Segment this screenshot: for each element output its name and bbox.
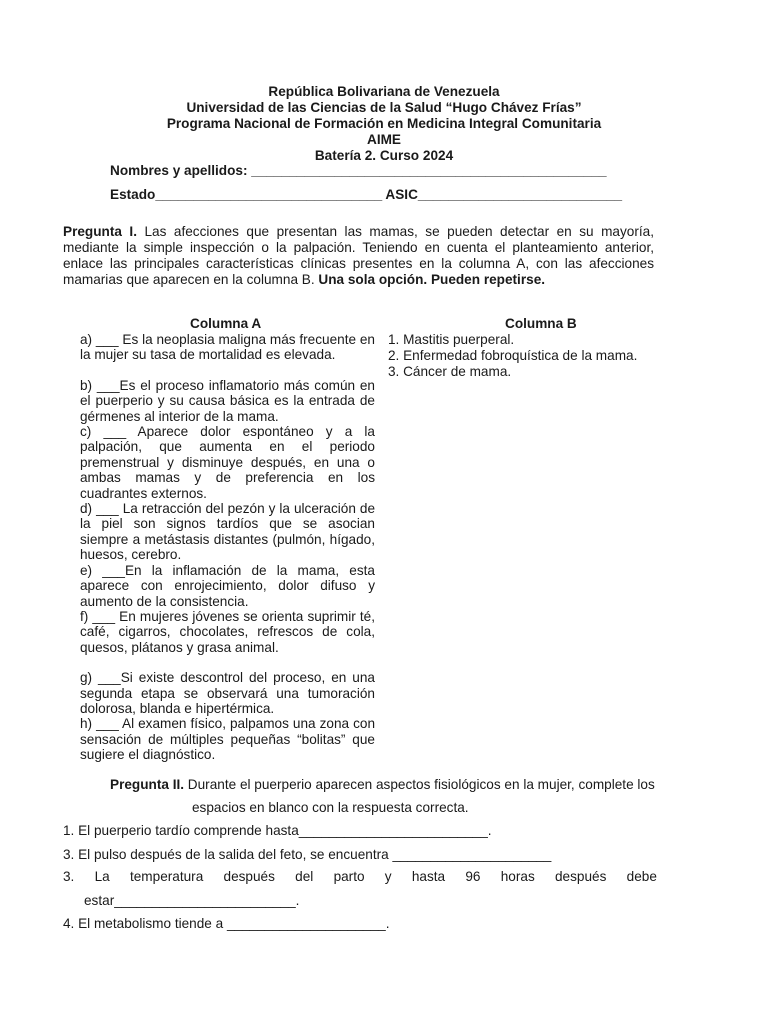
estado-label: Estado — [110, 187, 156, 202]
column-b — [388, 332, 688, 380]
column-a-item-g: g) ___Si existe descontrol del proceso, en una segunda etapa se observará una tumoración dolorosa, blanda e hipertérmica. — [80, 670, 375, 716]
question-2-statement — [110, 777, 704, 793]
estado-blank[interactable]: ______________________________ — [155, 187, 383, 202]
column-a-item-c: c) ___ Aparece dolor espontáneo y a la palpación, que aumenta en el periodo premenstrual y disminuye después, en una o ambas mamas y de preferencia en los cuadrantes externos. — [80, 424, 375, 501]
question-2-text-line2: espacios en blanco con la respuesta correcta. — [192, 800, 469, 815]
asic-blank[interactable]: ___________________________ — [417, 187, 623, 202]
document-header — [0, 84, 768, 164]
item-3-word: después — [223, 869, 275, 884]
header-battery: Batería 2. Curso 2024 — [314, 148, 454, 163]
item-3-word: 96 — [465, 869, 481, 884]
header-program: Programa Nacional de Formación en Medicina Integral Comunitaria — [166, 116, 602, 131]
column-a-item-a: a) ___ Es la neoplasia maligna más frecuente en la mujer su tasa de mortalidad es elevada. — [80, 332, 375, 363]
question-1-emphasis: Una sola opción. Pueden repetirse. — [318, 272, 546, 287]
column-b-title: Columna B — [505, 316, 577, 331]
item-3-word: temperatura — [129, 869, 204, 884]
column-a-item-f: f) ___ En mujeres jóvenes se orienta suprimir té, café, cigarros, chocolates, refrescos de cola, quesos, plátanos y grasa animal. — [80, 608, 375, 655]
name-label: Nombres y apellidos: — [110, 163, 248, 178]
question-1-statement — [63, 224, 654, 288]
column-a-item-h: h) ___ Al examen físico, palpamos una zona con sensación de múltiples pequeñas “bolitas” que sugiere el diagnóstico. — [80, 716, 375, 763]
name-blank[interactable]: _______________________________________________ — [251, 163, 607, 178]
name-line — [110, 163, 607, 178]
question-2-item-1[interactable]: 1. El puerperio tardío comprende hasta_________________________. — [63, 823, 492, 838]
item-3-word: horas — [500, 869, 535, 884]
item-3-word: parto — [333, 869, 365, 884]
column-a-title: Columna A — [190, 316, 262, 331]
column-a — [80, 332, 375, 763]
item-3-word: del — [295, 869, 314, 884]
header-country: República Bolivariana de Venezuela — [268, 84, 500, 99]
question-2-item-4[interactable]: 4. El metabolismo tiende a _____________________. — [63, 916, 390, 931]
estado-asic-line — [110, 187, 622, 202]
header-course-code: AIME — [367, 132, 401, 147]
item-3-word: debe — [626, 869, 657, 884]
item-3-word: y — [384, 869, 392, 884]
column-b-item-2: 2. Enfermedad fobroquística de la mama. — [388, 348, 638, 363]
header-university: Universidad de las Ciencias de la Salud “Hugo Chávez Frías” — [186, 100, 582, 115]
question-1-text: Las afecciones que presentan las mamas, se pueden detectar en su mayoría, mediante la simple inspección o la palpación. Teniendo en cuenta el planteamiento anterior, enlace las principales características clínicas presentes en la columna A, con las afecciones mamarias que aparecen en la columna B. — [63, 224, 654, 287]
column-a-item-d: d) ___ La retracción del pezón y la ulceración de la piel son signos tardíos que se asocian siempre a metástasis distantes (pulmón, hígado, huesos, cerebro. — [80, 501, 375, 563]
column-a-item-e: e) ___En la inflamación de la mama, esta aparece con enrojecimiento, dolor difuso y aumento de la consistencia. — [80, 562, 375, 609]
column-b-item-3: 3. Cáncer de mama. — [388, 364, 512, 379]
item-3-word: 3. — [63, 869, 75, 884]
item-3-word: después — [555, 869, 607, 884]
question-1-label: Pregunta I. — [63, 224, 137, 239]
question-2-item-3 — [63, 869, 657, 884]
item-3-word: La — [94, 869, 110, 884]
column-a-item-b: b) ___Es el proceso inflamatorio más común en el puerperio y su causa básica es la entrada de gérmenes al interior de la mama. — [80, 377, 375, 424]
item-3-word: hasta — [411, 869, 446, 884]
question-2-label: Pregunta II. — [110, 777, 185, 792]
question-2-text: Durante el puerperio aparecen aspectos fisiológicos en la mujer, complete los — [184, 777, 655, 792]
question-2-item-2[interactable]: 3. El pulso después de la salida del feto, se encuentra _____________________ — [63, 847, 552, 862]
asic-label: ASIC — [385, 187, 418, 202]
column-b-item-1: 1. Mastitis puerperal. — [388, 332, 515, 347]
question-2-item-3-continuation[interactable]: estar________________________. — [84, 893, 300, 908]
